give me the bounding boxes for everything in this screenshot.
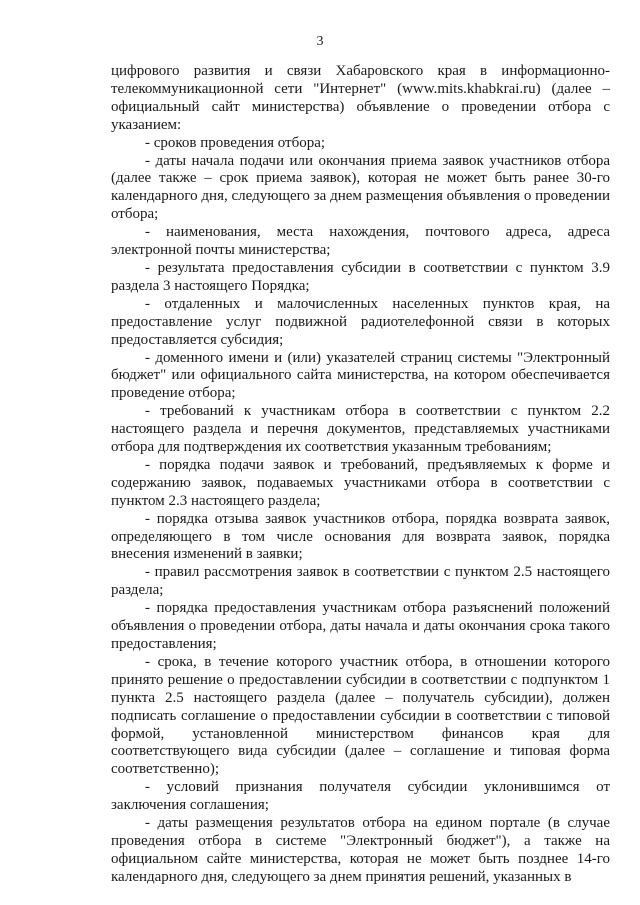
page-number: 3	[316, 34, 324, 49]
document-body	[111, 63, 610, 887]
list-item-review-rules: - правил рассмотрения заявок в соответствии с пунктом 2.5 настоящего раздела;	[111, 564, 610, 599]
list-item-domain-name: - доменного имени и (или) указателей страниц системы "Электронный бюджет" или официального сайта министерства, на котором обеспечивается проведение отбора;	[111, 349, 610, 402]
list-item-settlements: - отдаленных и малочисленных населенных пунктов края, на предоставление услуг подвижной радиотелефонной связи в которых предоставляется субсидия;	[111, 295, 610, 348]
list-item-evasion-conditions: - условий признания получателя субсидии уклонившимся от заключения соглашения;	[111, 779, 610, 814]
list-item-submission-procedure: - порядка подачи заявок и требований, предъявляемых к форме и содержанию заявок, подаваемых участниками отбора в соответствии с пунктом 2.3 настоящего раздела;	[111, 456, 610, 509]
list-item-participant-requirements: - требований к участникам отбора в соответствии с пунктом 2.2 настоящего раздела и перечня документов, представляемых участниками отбора для подтверждения их соответствия указанным требованиям;	[111, 403, 610, 456]
list-item-application-dates: - даты начала подачи или окончания приема заявок участников отбора (далее также – срок приема заявок), которая не может быть ранее 30-го календарного дня, следующего за днем размещения объявления о проведении отбора;	[111, 152, 610, 223]
paragraph-intro: цифрового развития и связи Хабаровского края в информационно-телекоммуникационной сети "Интернет" (www.mits.khabkrai.ru) (далее – официальный сайт министерства) объявление о проведении отбора с указанием:	[111, 63, 610, 133]
list-item-results-publication: - даты размещения результатов отбора на едином портале (в случае проведения отбора в системе "Электронный бюджет"), а также на официальном сайте министерства, которая не может быть позднее 14-го календарного дня, следующего за днем принятия решений, указанных в	[111, 815, 610, 885]
list-item-signing-term: - срока, в течение которого участник отбора, в отношении которого принято решение о предоставлении субсидии в соответствии с подпунктом 1 пункта 2.5 настоящего раздела (далее – получатель субсидии), должен подписать соглашение о предоставлении субсидии в соответствии с типовой формой, установленной министерством финансов края для соответствующего вида субсидии (далее – соглашение и типовая форма соответственно);	[111, 653, 610, 778]
list-item-ministry-contacts: - наименования, места нахождения, почтового адреса, адреса электронной почты министерства;	[111, 224, 610, 259]
list-item-clarifications: - порядка предоставления участникам отбора разъяснений положений объявления о проведении отбора, даты начала и даты окончания срока такого предоставления;	[111, 600, 610, 652]
list-item-withdrawal-procedure: - порядка отзыва заявок участников отбора, порядка возврата заявок, определяющего в том числе основания для возврата заявок, порядка внесения изменений в заявки;	[111, 510, 610, 563]
list-item-deadlines: - сроков проведения отбора;	[145, 134, 326, 151]
list-item-subsidy-result: - результата предоставления субсидии в соответствии с пунктом 3.9 раздела 3 настоящего Порядка;	[111, 259, 610, 294]
